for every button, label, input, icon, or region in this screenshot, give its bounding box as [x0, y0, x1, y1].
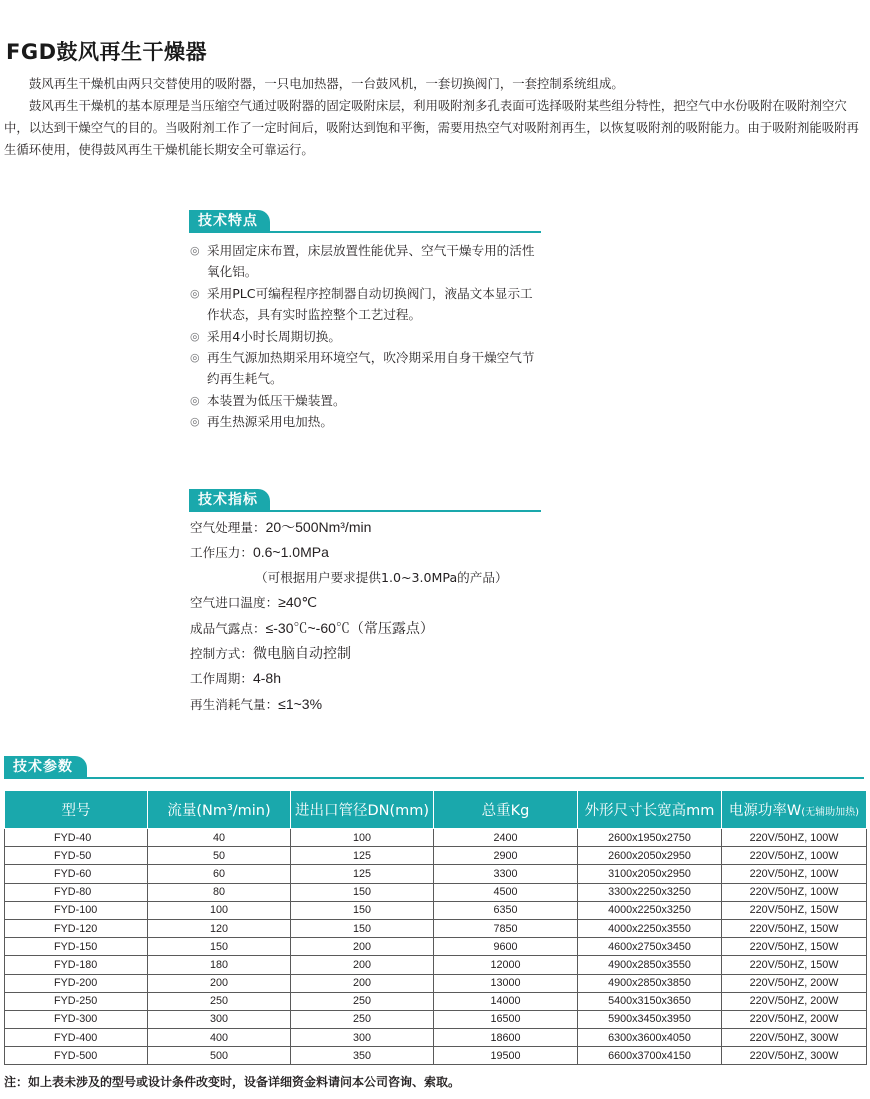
table-cell: 250 — [148, 992, 291, 1010]
features-divider — [270, 231, 541, 233]
table-cell: 200 — [291, 956, 434, 974]
table-cell: 3300 — [434, 865, 578, 883]
table-cell: 150 — [291, 919, 434, 937]
table-cell: 100 — [291, 829, 434, 847]
table-cell: FYD-80 — [5, 883, 148, 901]
specs-heading — [189, 485, 541, 512]
intro-text — [4, 73, 866, 161]
table-row — [5, 1047, 867, 1065]
table-cell: 14000 — [434, 992, 578, 1010]
feature-text: 采用PLC可编程程序控制器自动切换阀门，液晶文本显示工作状态，具有实时监控整个工艺过程。 — [207, 285, 533, 323]
table-cell: 2900 — [434, 847, 578, 865]
footnote: 注：如上表未涉及的型号或设计条件改变时，设备详细资金料请问本公司咨询、索取。 — [4, 1075, 461, 1089]
table-cell: 220V/50HZ, 100W — [722, 883, 867, 901]
spec-label: 空气处理量： — [190, 520, 266, 535]
table-cell: 6350 — [434, 901, 578, 919]
bullet-icon: ◎ — [190, 415, 200, 429]
table-cell: 125 — [291, 847, 434, 865]
features-heading — [189, 206, 541, 233]
table-cell: 19500 — [434, 1047, 578, 1065]
table-header-row — [5, 791, 867, 829]
table-cell: 300 — [148, 1010, 291, 1028]
bullet-icon: ◎ — [190, 244, 200, 257]
spec-item — [190, 566, 610, 590]
table-cell: FYD-300 — [5, 1010, 148, 1028]
table-cell: 7850 — [434, 919, 578, 937]
table-cell: FYD-120 — [5, 919, 148, 937]
table-cell: 4000x2250x3550 — [578, 919, 722, 937]
table-cell: 220V/50HZ, 300W — [722, 1047, 867, 1065]
params-table — [4, 790, 867, 1065]
bullet-icon: ◎ — [190, 351, 200, 365]
spec-value: 20～500Nm³/min — [265, 519, 372, 535]
table-cell: 200 — [148, 974, 291, 992]
features-heading-label: 技术特点 — [189, 210, 270, 233]
table-cell: FYD-500 — [5, 1047, 148, 1065]
table-cell: FYD-180 — [5, 956, 148, 974]
params-heading-label: 技术参数 — [4, 756, 87, 779]
table-cell: FYD-50 — [5, 847, 148, 865]
table-cell: 220V/50HZ, 200W — [722, 992, 867, 1010]
table-cell: 4900x2850x3550 — [578, 956, 722, 974]
table-cell: 9600 — [434, 938, 578, 956]
spec-label: 工作周期： — [190, 671, 253, 687]
table-cell: FYD-60 — [5, 865, 148, 883]
table-cell: FYD-150 — [5, 938, 148, 956]
table-cell: 4900x2850x3850 — [578, 974, 722, 992]
feature-item — [190, 283, 540, 326]
table-cell: 100 — [148, 901, 291, 919]
table-row — [5, 883, 867, 901]
spec-value: 微电脑自动控制 — [252, 645, 351, 662]
table-cell: 220V/50HZ, 150W — [722, 919, 867, 937]
table-row — [5, 1010, 867, 1028]
spec-item — [190, 540, 610, 565]
table-cell: 16500 — [434, 1010, 578, 1028]
table-cell: 5400x3150x3650 — [578, 992, 722, 1010]
specs-heading-label: 技术指标 — [189, 489, 270, 512]
table-cell: 13000 — [434, 974, 578, 992]
table-cell: 180 — [148, 956, 291, 974]
feature-item — [190, 326, 540, 347]
table-cell: 200 — [291, 974, 434, 992]
table-cell: 2600x2050x2950 — [578, 847, 722, 865]
table-cell: 2600x1950x2750 — [578, 829, 722, 847]
column-header: 进出口管径DN(mm) — [291, 791, 434, 829]
spec-value: ≤1~3% — [278, 695, 323, 712]
column-header — [722, 791, 867, 829]
feature-text: 再生热源采用电加热。 — [207, 414, 333, 430]
table-cell: 220V/50HZ, 100W — [722, 829, 867, 847]
feature-item — [190, 347, 540, 390]
table-cell: 2400 — [434, 829, 578, 847]
table-cell: 4500 — [434, 883, 578, 901]
table-cell: 300 — [291, 1029, 434, 1047]
spec-item — [190, 666, 610, 691]
bullet-icon: ◎ — [190, 393, 200, 407]
table-cell: 150 — [291, 883, 434, 901]
intro-paragraph: 鼓风再生干燥机的基本原理是当压缩空气通过吸附器的固定吸附床层，利用吸附剂多孔表面可选择吸附某些组分特性，把空气中水份吸附在吸附剂空穴中，以达到干燥空气的目的。当吸附剂工作了一定时间后，吸附达到饱和平衡，需要用热空气对吸附剂再生，以恢复吸附剂的吸附能力。由于吸附剂能吸附再生循环使用，使得鼓风再生干燥机能长期安全可靠运行。 — [4, 98, 859, 157]
column-header-note: (无辅助加热) — [801, 807, 860, 818]
bullet-icon: ◎ — [190, 329, 200, 343]
table-row — [5, 974, 867, 992]
table-cell: 3300x2250x3250 — [578, 883, 722, 901]
params-divider — [87, 777, 864, 779]
spec-label: 空气进口温度： — [190, 595, 279, 611]
table-cell: 18600 — [434, 1029, 578, 1047]
table-cell: FYD-100 — [5, 901, 148, 919]
feature-text: 采用固定床布置，床层放置性能优异、空气干燥专用的活性氧化铝。 — [207, 243, 535, 280]
table-cell: 80 — [148, 883, 291, 901]
table-cell: 220V/50HZ, 150W — [722, 956, 867, 974]
table-row — [5, 865, 867, 883]
spec-item — [190, 641, 610, 666]
feature-text: 本装置为低压干燥装置。 — [207, 392, 346, 408]
table-row — [5, 901, 867, 919]
table-cell: 220V/50HZ, 100W — [722, 847, 867, 865]
table-cell: FYD-40 — [5, 829, 148, 847]
table-cell: 4000x2250x3250 — [578, 901, 722, 919]
table-row — [5, 956, 867, 974]
table-cell: FYD-200 — [5, 974, 148, 992]
feature-item — [190, 411, 540, 432]
spec-value: 0.6~1.0MPa — [252, 544, 329, 561]
table-row — [5, 829, 867, 847]
table-cell: 4600x2750x3450 — [578, 938, 722, 956]
spec-label: 成品气露点： — [190, 620, 266, 636]
table-cell: FYD-400 — [5, 1029, 148, 1047]
table-cell: 220V/50HZ, 300W — [722, 1029, 867, 1047]
table-cell: 150 — [291, 901, 434, 919]
table-cell: 125 — [291, 865, 434, 883]
table-cell: 6600x3700x4150 — [578, 1047, 722, 1065]
page-title: FGD鼓风再生干燥器 — [6, 40, 208, 64]
table-cell: 500 — [148, 1047, 291, 1065]
column-header: 型号 — [5, 791, 148, 829]
table-cell: 12000 — [434, 956, 578, 974]
table-cell: 3100x2050x2950 — [578, 865, 722, 883]
table-cell: 5900x3450x3950 — [578, 1010, 722, 1028]
feature-text: 采用4小时长周期切换。 — [207, 328, 341, 344]
table-cell: 150 — [148, 938, 291, 956]
table-cell: 220V/50HZ, 150W — [722, 901, 867, 919]
table-cell: 220V/50HZ, 100W — [722, 865, 867, 883]
intro-paragraph: 鼓风再生干燥机由两只交替使用的吸附器，一只电加热器，一台鼓风机，一套切换阀门，一套控制系统组成。 — [29, 76, 624, 91]
specs-list — [190, 515, 610, 717]
table-cell: 400 — [148, 1029, 291, 1047]
table-row — [5, 847, 867, 865]
table-cell: FYD-250 — [5, 992, 148, 1010]
table-cell: 220V/50HZ, 200W — [722, 974, 867, 992]
feature-item — [190, 390, 540, 411]
table-cell: 6300x3600x4050 — [578, 1029, 722, 1047]
table-cell: 60 — [148, 865, 291, 883]
table-cell: 120 — [148, 919, 291, 937]
spec-item — [190, 590, 610, 615]
feature-text: 再生气源加热期采用环境空气，吹冷期采用自身干燥空气节约再生耗气。 — [207, 350, 535, 387]
table-cell: 250 — [291, 992, 434, 1010]
table-row — [5, 938, 867, 956]
spec-label: 工作压力： — [190, 545, 253, 561]
spec-item — [190, 515, 610, 540]
spec-value: 4-8h — [252, 670, 281, 687]
specs-divider — [270, 510, 541, 512]
table-row — [5, 992, 867, 1010]
spec-label: 控制方式： — [190, 646, 253, 662]
spec-item — [190, 692, 610, 717]
bullet-icon: ◎ — [190, 286, 200, 300]
table-cell: 40 — [148, 829, 291, 847]
table-cell: 220V/50HZ, 150W — [722, 938, 867, 956]
table-cell: 50 — [148, 847, 291, 865]
table-cell: 350 — [291, 1047, 434, 1065]
params-heading — [4, 752, 864, 779]
column-header: 流量(Nm³/min) — [148, 791, 291, 829]
spec-value: （可根据用户要求提供1.0~3.0MPa的产品） — [255, 569, 508, 585]
table-row — [5, 1029, 867, 1047]
spec-value: ≥40℃ — [278, 594, 318, 611]
table-row — [5, 919, 867, 937]
spec-value: ≤-30℃~-60℃（常压露点） — [265, 619, 434, 636]
table-cell: 220V/50HZ, 200W — [722, 1010, 867, 1028]
spec-label: 再生消耗气量： — [190, 696, 279, 712]
column-header: 总重Kg — [434, 791, 578, 829]
spec-item — [190, 616, 610, 641]
column-header: 外形尺寸长宽高mm — [578, 791, 722, 829]
column-header-label: 电源功率W — [728, 803, 802, 819]
features-list — [190, 240, 540, 433]
table-cell: 250 — [291, 1010, 434, 1028]
table-cell: 200 — [291, 938, 434, 956]
feature-item — [190, 240, 540, 283]
